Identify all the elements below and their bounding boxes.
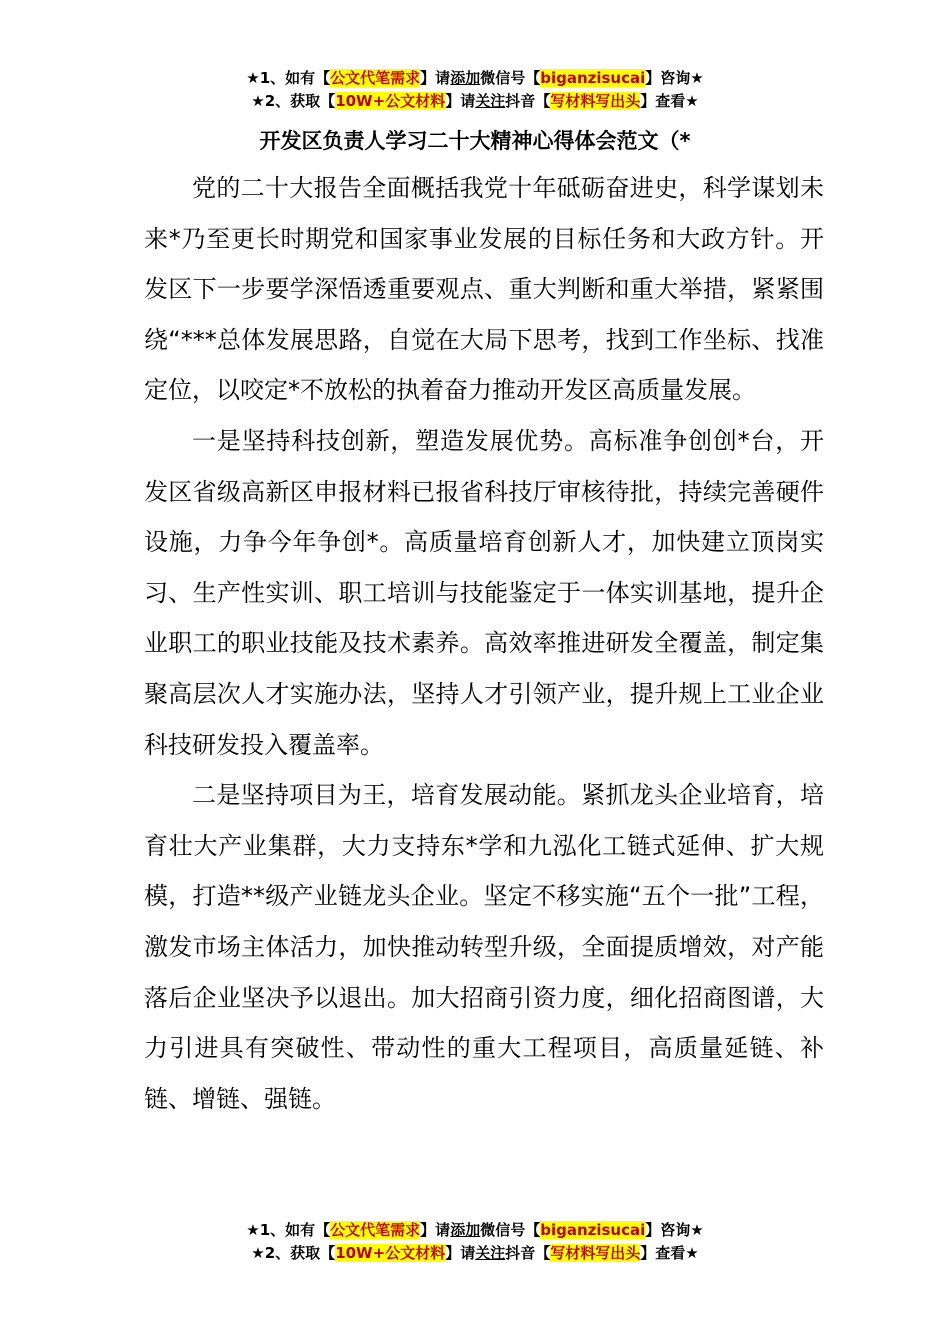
- banner-text: 】咨询★: [645, 1221, 704, 1239]
- banner-text: 微信号【: [480, 69, 541, 87]
- banner-text: 1、如有【: [259, 1221, 331, 1239]
- paragraph-intro: 党的二十大报告全面概括我党十年砥砺奋进史，科学谋划未来*乃至更长时期党和国家事业发展的目标任务和大政方针。开发区下一步要学深悟透重要观点、重大判断和重大举措，紧紧围绕“***总体发展思路，自觉在大局下思考，找到工作坐标、找准定位，以咬定*不放松的执着奋力推动开发区高质量发展。: [144, 174, 824, 405]
- banner-text: 】咨询★: [645, 69, 704, 87]
- banner-line-2: [0, 90, 950, 113]
- highlight-wechat-id: biganzisucai: [540, 69, 646, 87]
- banner-underline-text: 关注: [475, 92, 506, 110]
- highlight-ghostwriting: 公文代笔需求: [330, 1221, 421, 1239]
- star-icon: ★: [246, 69, 260, 87]
- banner-text: 2、获取【: [264, 92, 336, 110]
- banner-text: 2、获取【: [264, 1244, 336, 1262]
- star-icon: ★: [251, 1244, 265, 1262]
- footer-banner: [0, 1219, 950, 1265]
- banner-text: 】请: [420, 1221, 451, 1239]
- banner-line-1: [0, 1219, 950, 1242]
- banner-text: 】请: [445, 1244, 476, 1262]
- highlight-ghostwriting: 公文代笔需求: [330, 69, 421, 87]
- banner-text: 】查看★: [640, 92, 699, 110]
- banner-text: 】请: [420, 69, 451, 87]
- banner-text: 1、如有【: [259, 69, 331, 87]
- paragraph-projects: 二是坚持项目为王，培育发展动能。紧抓龙头企业培育，培育壮大产业集群，大力支持东*学和九泓化工链式延伸、扩大规模，打造**级产业链龙头企业。坚定不移实施“五个一批”工程，激发市场主体活力，加快推动转型升级，全面提质增效，对产能落后企业坚决予以退出。加大招商引资力度，细化招商图谱，大力引进具有突破性、带动性的重大工程项目，高质量延链、补链、增链、强链。: [144, 781, 824, 1113]
- banner-text: 】查看★: [640, 1244, 699, 1262]
- banner-text: 微信号【: [480, 1221, 541, 1239]
- highlight-wechat-id: biganzisucai: [540, 1221, 646, 1239]
- banner-text: 抖音【: [505, 1244, 551, 1262]
- banner-underline-text: 添加: [450, 69, 481, 87]
- banner-underline-text: 关注: [475, 1244, 506, 1262]
- document-body: [144, 163, 824, 1124]
- banner-line-2: [0, 1242, 950, 1265]
- banner-text: 抖音【: [505, 92, 551, 110]
- paragraph-innovation: 一是坚持科技创新，塑造发展优势。高标准争创创*台，开发区省级高新区申报材料已报省科技厅审核待批，持续完善硬件设施，力争今年争创*。高质量培育创新人才，加快建立顶岗实习、生产性实训、职工培训与技能鉴定于一体实训基地，提升企业职工的职业技能及技术素养。高效率推进研发全覆盖，制定集聚高层次人才实施办法，坚持人才引领产业，提升规上工业企业科技研发投入覆盖率。: [144, 426, 824, 759]
- header-banner: [0, 67, 950, 113]
- highlight-materials: 10W+公文材料: [335, 92, 446, 110]
- banner-line-1: [0, 67, 950, 90]
- star-icon: ★: [246, 1221, 260, 1239]
- star-icon: ★: [251, 92, 265, 110]
- highlight-douyin: 写材料写出头: [550, 92, 641, 110]
- highlight-douyin: 写材料写出头: [550, 1244, 641, 1262]
- document-title: 开发区负责人学习二十大精神心得体会范文（*: [259, 129, 691, 153]
- banner-text: 】请: [445, 92, 476, 110]
- banner-underline-text: 添加: [450, 1221, 481, 1239]
- highlight-materials: 10W+公文材料: [335, 1244, 446, 1262]
